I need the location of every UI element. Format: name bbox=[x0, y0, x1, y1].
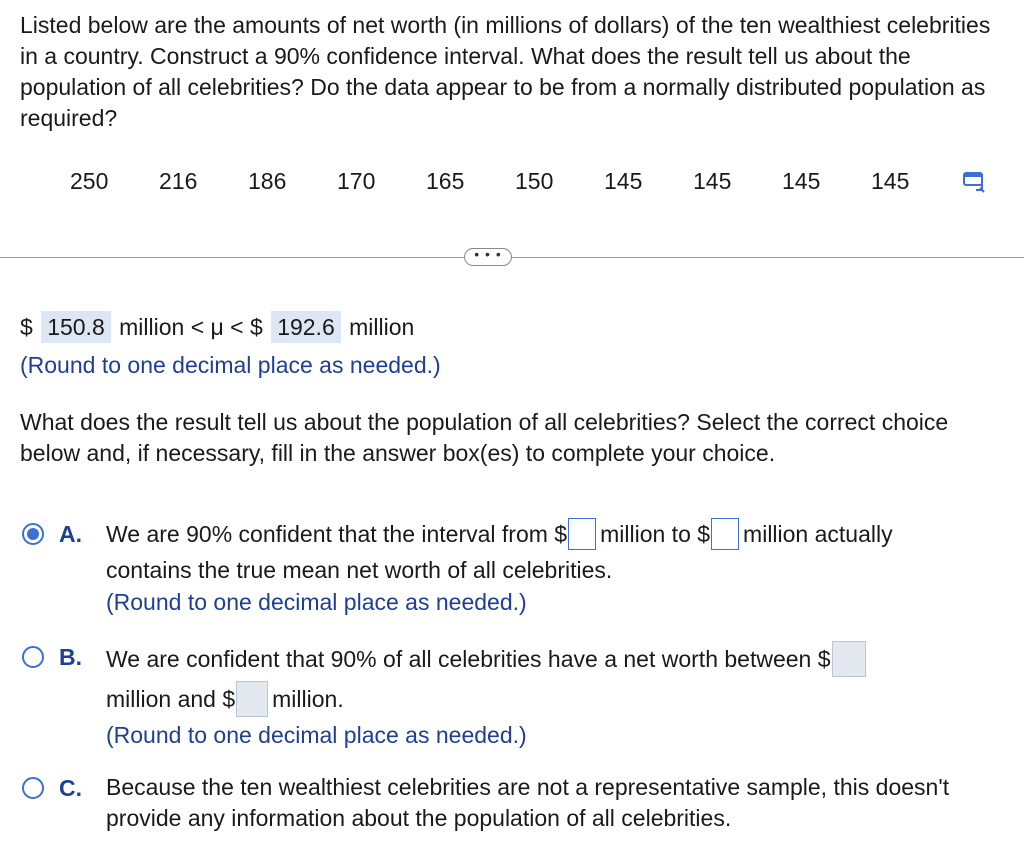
confidence-interval-answer bbox=[20, 311, 414, 343]
ci-lower-bound[interactable]: 150.8 bbox=[41, 311, 111, 343]
choice-b-part2: million and $ bbox=[106, 686, 236, 712]
question2-text: What does the result tell us about the population of all celebrities? Select the correct choice below and, if necessary, fill in the answer box(es) to complete your choice. bbox=[20, 409, 949, 466]
copy-icon[interactable] bbox=[962, 170, 988, 194]
choice-a-part2: million to $ bbox=[600, 521, 711, 547]
choice-b-line2 bbox=[106, 681, 1006, 717]
choice-a-lower-input[interactable] bbox=[568, 518, 596, 550]
more-dots-icon[interactable]: • • • bbox=[464, 248, 512, 266]
choice-b-line1 bbox=[106, 641, 1006, 677]
choice-a-text bbox=[106, 518, 1006, 618]
choice-b-round-note: (Round to one decimal place as needed.) bbox=[106, 722, 527, 748]
dollar-sign: $ bbox=[20, 314, 33, 340]
ci-round-note: (Round to one decimal place as needed.) bbox=[20, 352, 441, 378]
data-value: 150 bbox=[515, 168, 554, 194]
data-value: 145 bbox=[604, 168, 643, 194]
data-value: 186 bbox=[248, 168, 287, 194]
choice-b-lower-input[interactable] bbox=[832, 641, 866, 677]
choice-a-round-note: (Round to one decimal place as needed.) bbox=[106, 589, 527, 615]
choice-a-radio[interactable] bbox=[22, 523, 44, 545]
data-value: 170 bbox=[337, 168, 376, 194]
ci-middle-text: million < μ < $ bbox=[119, 314, 263, 340]
choice-a-line2: contains the true mean net worth of all celebrities. bbox=[106, 557, 613, 583]
section-divider bbox=[0, 257, 1024, 258]
choice-c-text: Because the ten wealthiest celebrities are not a representative sample, this doesn't provide any information about the population of all celebrities. bbox=[106, 774, 950, 831]
choice-a-letter: A. bbox=[59, 521, 82, 547]
choice-c-letter: C. bbox=[59, 775, 82, 801]
choice-b-radio[interactable] bbox=[22, 646, 44, 668]
ci-upper-bound[interactable]: 192.6 bbox=[271, 311, 341, 343]
data-value: 145 bbox=[693, 168, 732, 194]
choice-a-upper-input[interactable] bbox=[711, 518, 739, 550]
choice-a-part1: We are 90% confident that the interval from $ bbox=[106, 521, 568, 547]
choice-b-text bbox=[106, 641, 1006, 751]
choice-b-upper-input[interactable] bbox=[236, 681, 268, 717]
data-value: 250 bbox=[70, 168, 109, 194]
choice-b-part1: We are confident that 90% of all celebrities have a net worth between $ bbox=[106, 646, 831, 672]
choice-b-part3: million. bbox=[272, 686, 344, 712]
data-value: 216 bbox=[159, 168, 198, 194]
data-value: 145 bbox=[782, 168, 821, 194]
question-text: Listed below are the amounts of net worth (in millions of dollars) of the ten wealthiest celebrities in a country. Construct a 90% confidence interval. What does the result tell us about the population of all celebrities? Do the data appear to be from a normally distributed population as required? bbox=[20, 12, 991, 131]
choice-a-part3: million actually bbox=[743, 521, 893, 547]
choice-b-letter: B. bbox=[59, 644, 82, 670]
data-value: 145 bbox=[871, 168, 910, 194]
choice-c-radio[interactable] bbox=[22, 777, 44, 799]
ci-unit: million bbox=[349, 314, 415, 340]
choice-a-line1 bbox=[106, 518, 1006, 550]
data-value: 165 bbox=[426, 168, 465, 194]
